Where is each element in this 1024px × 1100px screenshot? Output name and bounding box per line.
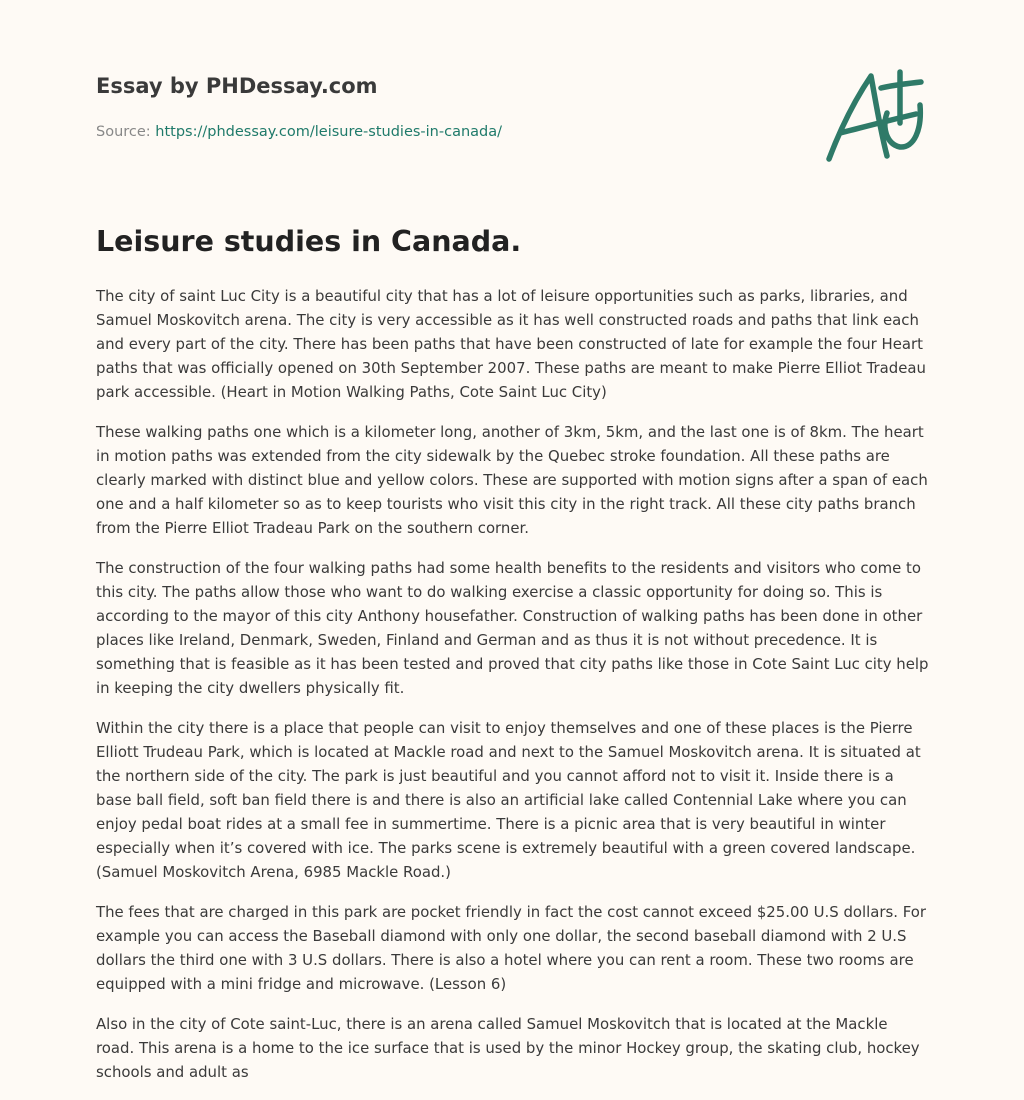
site-title: Essay by PHDessay.com	[96, 74, 378, 98]
essay-paragraph-6: Also in the city of Cote saint-Luc, there is an arena called Samuel Moskovitch that is located at the Mackle road. This arena is a home to the ice surface that is used by the minor Hockey group, the skating club, hockey schools and adult as	[96, 1015, 920, 1081]
essay-paragraph-3: The construction of the four walking paths had some health benefits to the residents and visitors who come to this city. The paths allow those who want to do walking exercise a classic opportunity for doing so. This is according to the mayor of this city Anthony housefather. Construction of walking paths has been done in other places like Ireland, Denmark, Sweden, Finland and German and as thus it is not without precedence. It is something that is feasible as it has been tested and proved that city paths like those in Cote Saint Luc city help in keeping the city dwellers physically fit.	[96, 559, 929, 697]
source-link[interactable]: https://phdessay.com/leisure-studies-in-canada/	[155, 124, 503, 140]
source-line	[96, 124, 502, 140]
essay-title: Leisure studies in Canada.	[96, 225, 522, 258]
essay-paragraph-4: Within the city there is a place that people can visit to enjoy themselves and one of these places is the Pierre Elliott Trudeau Park, which is located at Mackle road and next to the Samuel Moskovitch arena. It is situated at the northern side of the city. The park is just beautiful and you cannot afford not to visit it. Inside there is a base ball field, soft ban field there is and there is also an artificial lake called Contennial Lake where you can enjoy pedal boat rides at a small fee in summertime. There is a picnic area that is very beautiful in winter especially when it’s covered with ice. The parks scene is extremely beautiful with a green covered landscape. (Samuel Moskovitch Arena, 6985 Mackle Road.)	[96, 719, 921, 881]
essay-paragraph-1: The city of saint Luc City is a beautiful city that has a lot of leisure opportunities such as parks, libraries, and Samuel Moskovitch arena. The city is very accessible as it has well constructed roads and paths that link each and every part of the city. There has been paths that have been constructed of late for example the four Heart paths that was officially opened on 30th September 2007. These paths are meant to make Pierre Elliot Tradeau park accessible. (Heart in Motion Walking Paths, Cote Saint Luc City)	[96, 287, 926, 401]
essay-paragraph-2: These walking paths one which is a kilometer long, another of 3km, 5km, and the last one is of 8km. The heart in motion paths was extended from the city sidewalk by the Quebec stroke foundation. All these paths are clearly marked with distinct blue and yellow colors. These are supported with motion signs after a span of each one and a half kilometer so as to keep tourists who visit this city in the right track. All these city paths branch from the Pierre Elliot Tradeau Park on the southern corner.	[96, 423, 928, 537]
a-plus-logo-icon	[824, 68, 928, 164]
source-label: Source:	[96, 124, 151, 140]
essay-body	[96, 284, 930, 1100]
essay-paragraph-5: The fees that are charged in this park are pocket friendly in fact the cost cannot exceed $25.00 U.S dollars. For example you can access the Baseball diamond with only one dollar, the second baseball diamond with 2 U.S dollars the third one with 3 U.S dollars. There is also a hotel where you can rent a room. These two rooms are equipped with a mini fridge and microwave. (Lesson 6)	[96, 903, 927, 993]
